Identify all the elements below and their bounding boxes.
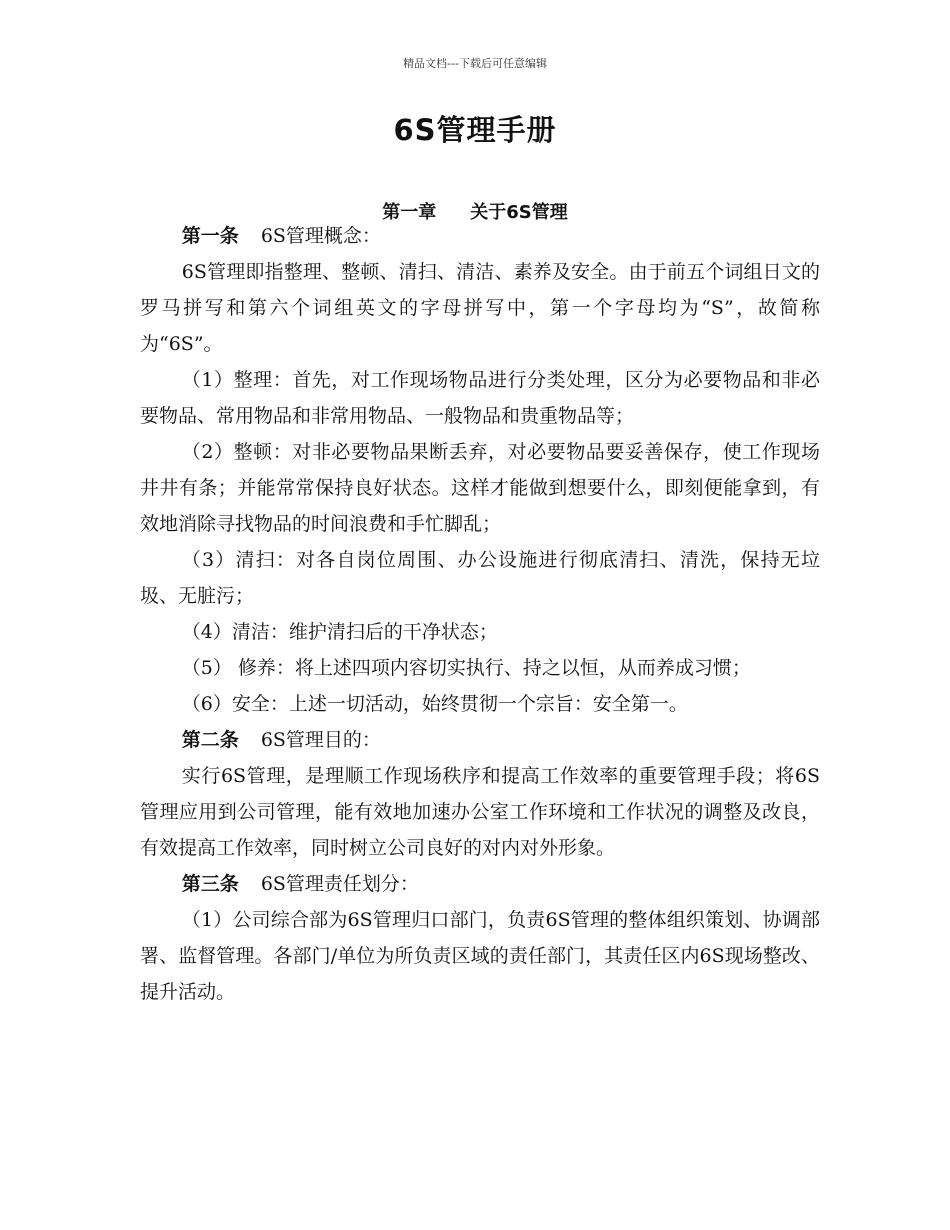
page-header-note: 精品文档---下载后可任意编辑 [403,57,547,70]
paragraph: （4）清洁：维护清扫后的干净状态； [181,621,498,643]
article-label: 第一条 [181,225,239,247]
document-title: 6S管理手册 [393,113,557,147]
paragraph: 实行6S管理，是理顺工作现场秩序和提高工作效率的重要管理手段；将6S管理应用到公司管理，能有效地加速办公室工作环境和工作状况的调整及改良，有效提高工作效率，同时树立公司良好的对内对外形象。 [140,765,820,859]
article-text: 6S管理责任划分： [260,873,419,895]
article-text: 6S管理概念： [260,225,381,247]
paragraph: （2）整顿：对非必要物品果断丢弃，对必要物品要妥善保存，使工作现场井井有条；并能常常保持良好状态。这样才能做到想要什么，即刻便能拿到，有效地消除寻找物品的时间浪费和手忙脚乱； [140,441,820,535]
paragraph: （6）安全：上述一切活动，始终贯彻一个宗旨：安全第一。 [181,693,688,715]
chapter-title: 关于6S管理 [470,202,568,223]
paragraph: （1）公司综合部为6S管理归口部门，负责6S管理的整体组织策划、协调部署、监督管理。各部门/单位为所负责区域的责任部门，其责任区内6S现场整改、提升活动。 [140,909,820,1003]
article-heading [140,866,820,902]
paragraph: （5） 修养：将上述四项内容切实执行、持之以恒，从而养成习惯； [181,657,751,679]
article-heading [140,722,820,758]
document-body [140,218,820,1010]
paragraph: （1）整理：首先，对工作现场物品进行分类处理，区分为必要物品和非必要物品、常用物品和非常用物品、一般物品和贵重物品等； [140,369,820,427]
article-text: 6S管理目的： [260,729,381,751]
paragraph: 6S管理即指整理、整顿、清扫、清洁、素养及安全。由于前五个词组日文的罗马拼写和第六个词组英文的字母拼写中，第一个字母均为“S”，故简称为“6S”。 [140,261,820,355]
chapter-label: 第一章 [382,202,437,223]
article-label: 第三条 [181,873,239,895]
article-label: 第二条 [181,729,239,751]
paragraph: （3）清扫：对各自岗位周围、办公设施进行彻底清扫、清洗，保持无垃圾、无脏污； [140,549,820,607]
article-heading [140,218,820,254]
